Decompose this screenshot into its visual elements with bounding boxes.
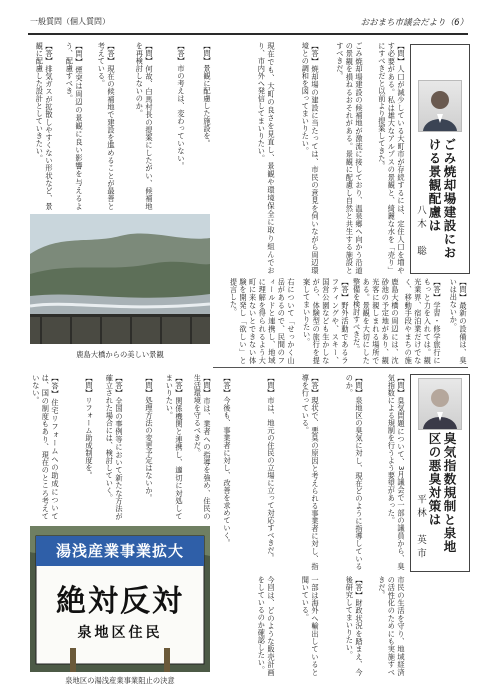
article2-col-12: 市民の生活を守り、地域経済の活性化のためにも実施すべきだ。 <box>377 576 406 676</box>
article2-col-10: 【問】リフォーム助成制度を。 <box>85 374 94 479</box>
article2-end-col <box>412 576 468 676</box>
article2-col-14: 一部は海外へ輸出していると聞いている。 <box>301 576 320 676</box>
article1-col-7: 鹿島大橋の周辺には、沈砂池の予定地があり、観光客に親しまれる場所である。景観を大切にした整備を検討すべきだ。 <box>352 278 400 364</box>
article2-col-2: 【問】泉地区の臭気に対し、現在どのように指導しているのか。 <box>345 374 364 570</box>
article1-col-4: 現在でも、大町の良さを見直し、景観や環境保全に取り組んでおり、市内外へ発信してまいりたい。 <box>257 42 276 274</box>
article2-col-1: 【問】臭気問題について、3月議会で一部の議員から、臭気指数による規制を行うよう要望があった。 <box>387 374 406 570</box>
article2-col-4: 【問】市は、地元の住民の立場に立って対応すべきだ。 <box>267 374 276 562</box>
portrait-figure-icon <box>419 379 461 429</box>
article2-col-9: 【答】全国の事例等において新たな方法が確立された場合には、検討していく。 <box>105 374 124 520</box>
article2-title: 臭気指数規制と泉地区の悪臭対策は <box>427 432 457 554</box>
article2-col-5: 【答】今後も、事業者に対し、改善を求めていく。 <box>223 374 232 547</box>
photo2-caption: 泉地区の湯浅産業事業阻止の決意 <box>65 676 175 685</box>
page-header <box>28 16 468 30</box>
sign-main-text: 絶対反対 <box>56 584 184 619</box>
photo1-caption: 鹿島大橋からの美しい景観 <box>76 350 164 359</box>
article1-col-1: 【問】人口が減少している大町市が存続するには、定住人口を増やす必要がある。私は雄大なアルプスの景観と、綺麗な水を「売り」にすべきだと以前より提案してきた。 <box>377 42 406 274</box>
article2-col-3: 【答】現状で、悪臭の原因と考えられる事業者に対し、指導を行っている。 <box>301 374 320 570</box>
section-label: 一般質問（個人質問） <box>30 17 110 26</box>
article2-col-6: 【問】市は、業者への指導を強め、住民の生活環境を守るべきだ。 <box>193 374 212 520</box>
article1-col-15: 【答】排気ガスが拡散しやすくない形状など、景観に配慮した設計としていきたい。 <box>35 42 54 210</box>
sign-banner-text: 湯浅産業事業拡大 <box>55 542 184 560</box>
river-landscape-image <box>30 214 210 344</box>
article1-col-9: 右について「せっかく山岳があるので、民間のフィールドと連携し、地域に理解を得られるよう大町に来ないとできない体験を開発し「欲しい」と提言した。 <box>229 278 296 364</box>
article1-col-10: 【問】景観に配慮した施設を。 <box>203 42 212 147</box>
article2-member: 平林 英市 <box>415 494 426 562</box>
sign-org-text: 泉地区住民 <box>77 625 163 641</box>
article1-col-14: 【問】煙突は周辺の景観に良い影響を与えるよう、配慮すべき。 <box>65 42 84 210</box>
article1-col-2: ごみ焼却場建設の候補地が激流に接しており、温泉郷へ向かう沿道の景観を損ねるおそれがある。景観に配慮し自然と共生する施設とすべきだ。 <box>335 42 364 274</box>
portrait-figure-icon <box>419 81 461 131</box>
member-portrait-hirabayashi <box>418 378 462 430</box>
protest-sign-photo <box>30 526 210 672</box>
article1-title: ごみ焼却場建設における景観配慮は <box>427 138 457 260</box>
header-rule <box>28 33 468 35</box>
article2-col-7: 【答】関係機関と連携し、適切に対処してまいりたい。 <box>165 374 184 520</box>
article1-col-8: 【答】野外活動であるラフティングや、スキー、国営公園なども生かしながら、体験型の旅行を提案してまいりたい。 <box>302 278 350 364</box>
newsletter-title: おおまち市議会だより（6） <box>360 18 468 28</box>
article2-col-11: 【答】住宅リフォームへの助成については、国の制度もあり、現在のところ考えていない。 <box>31 374 60 520</box>
article1-col-5: 【問】最新の設備は、臭いは出ないか。 <box>449 278 468 364</box>
article1-member: 八木 聡 <box>415 205 426 259</box>
article2-col-15: 今回は、どのような販売計画をしているのか確認したい。 <box>257 576 276 676</box>
article1-col-11: 【答】市の考えは、変わっていない。 <box>177 42 186 170</box>
article1-col-3: 【答】焼却場の建設に当たっては、市民の意見を伺いながら周辺環境との調和を図ってまいりたい。 <box>301 42 320 274</box>
article1-col-6: 【答】学習・修学旅行にもっと力を入れては。観光業界、宿泊業だけでなく、移動手段やまちの施 <box>404 278 442 364</box>
article1-col-13: 【答】現在の候補地で建設を進めることが最善と考えている。 <box>97 42 116 210</box>
kashima-bridge-photo <box>30 214 210 344</box>
member-portrait-yagi <box>418 80 462 132</box>
article1-col-12: 【問】何故、白馬村長の提案にしたがい、候補地を再検討しないのか。 <box>135 42 154 210</box>
article-divider <box>213 367 468 368</box>
article2-col-13: 【答】財政状況を踏まえ、今後研究してまいりたい。 <box>345 576 364 676</box>
article2-col-8: 【問】処理方法の変更予定はないか。 <box>145 374 154 502</box>
